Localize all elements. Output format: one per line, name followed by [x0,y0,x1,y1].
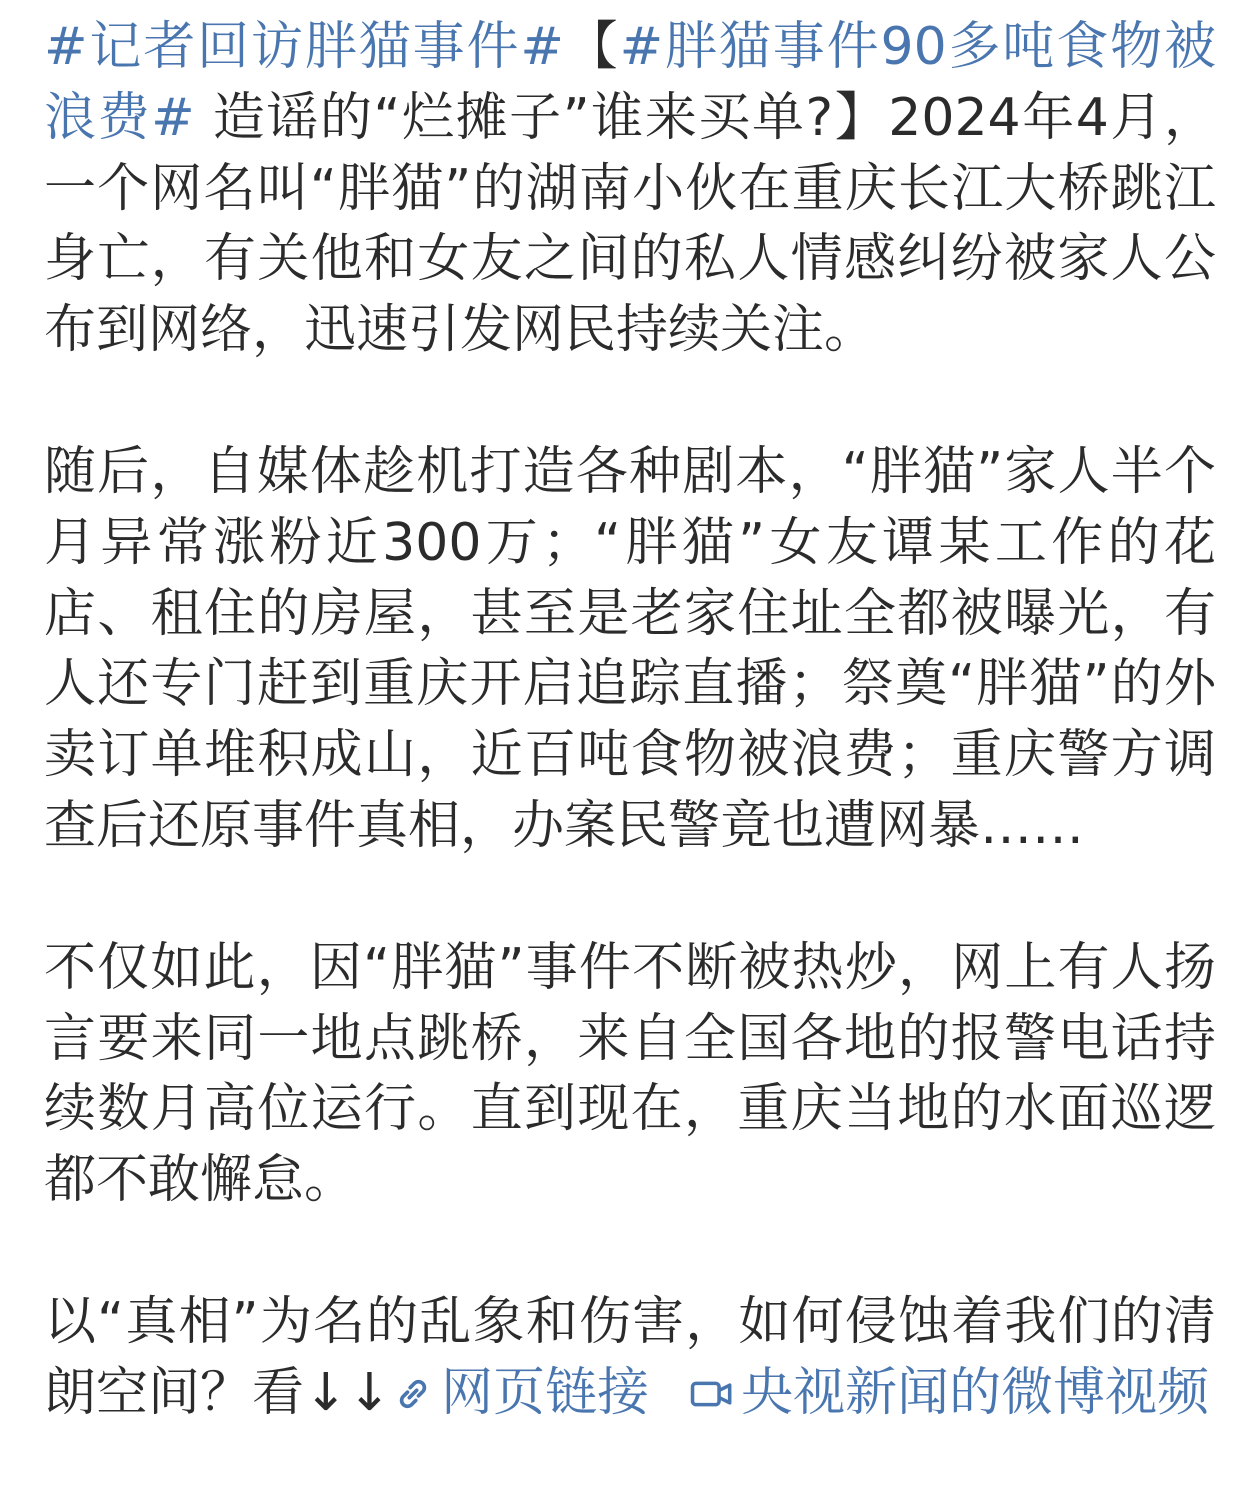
video-camera-icon [689,1364,735,1435]
paragraph-1-body: 2024年4月，一个网名叫“胖猫”的湖南小伙在重庆长江大桥跳江身亡，有关他和女友之间的私人情感纠纷被家人公布到网络，迅速引发网民持续关注。 [44,87,1216,361]
headline-bracket: 【 [563,17,620,77]
post-paragraph-3: 不仅如此，因“胖猫”事件不断被热炒，网上有人扬言要来同一地点跳桥，来自全国各地的报警电话持续数月高位运行。直到现在，重庆当地的水面巡逻都不敢懈怠。 [44,937,1216,1211]
post-body [44,12,1216,1435]
post-paragraph-1 [44,12,1216,366]
web-link[interactable] [391,1363,649,1423]
hashtag-link-revisit[interactable]: #记者回访胖猫事件# [44,17,564,77]
video-link[interactable] [689,1363,1209,1423]
post-paragraph-2: 随后，自媒体趁机打造各种剧本，“胖猫”家人半个月异常涨粉近300万；“胖猫”女友谭某工作的花店、租住的房屋，甚至是老家住址全都被曝光，有人还专门赶到重庆开启追踪直播；祭奠“胖猫”的外卖订单堆积成山，近百吨食物被浪费；重庆警方调查后还原事件真相，办案民警竟也遭网暴…… [44,441,1216,856]
headline-text: 造谣的“烂摊子”谁来买单?】 [194,87,889,148]
web-link-label: 网页链接 [441,1362,650,1423]
post-paragraph-4 [44,1287,1216,1435]
hashtag-link-food-waste[interactable]: #胖猫事件90多吨食物被浪费# [44,17,1216,148]
video-link-label: 央视新闻的微博视频 [741,1362,1210,1423]
link-icon [391,1364,435,1435]
paragraph-4-text: 以“真相”为名的乱象和伤害，如何侵蚀着我们的清朗空间？看↓↓ [44,1291,1216,1423]
